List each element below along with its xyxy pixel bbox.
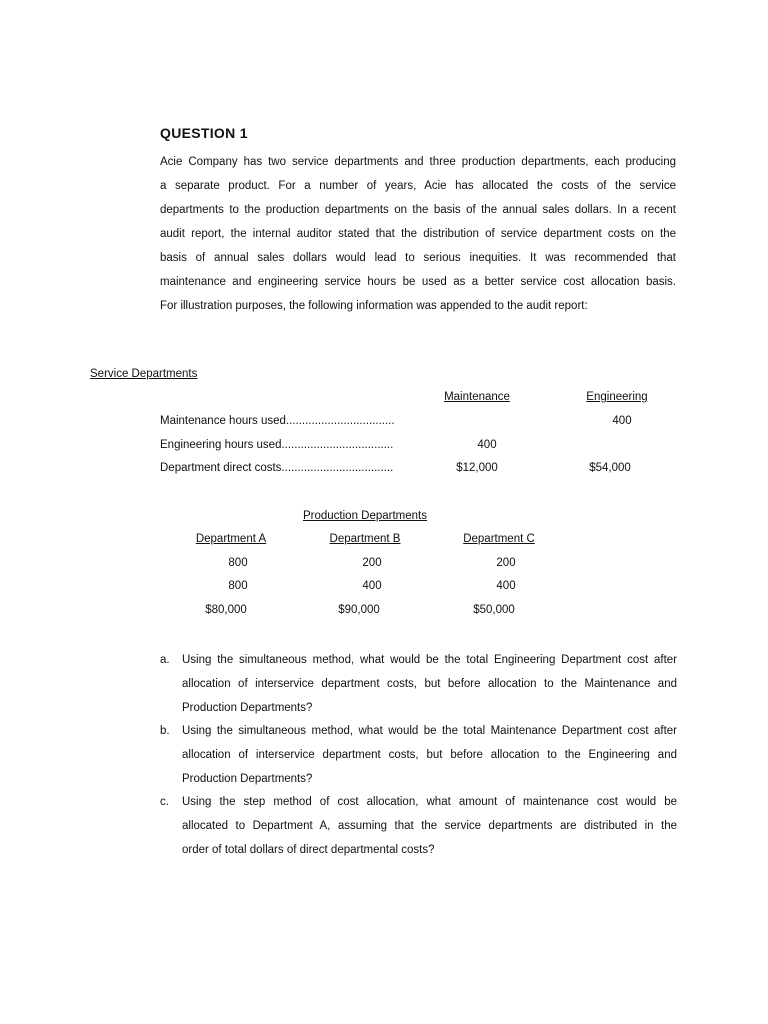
question-line: order of total dollars of direct departmental costs? [182,844,435,856]
department-c-value: $50,000 [473,604,515,616]
department-b-value: 400 [362,580,382,592]
department-c-value: 400 [496,580,516,592]
service-row-label: Engineering hours used................................... [160,439,394,451]
question-line: Using the simultaneous method, what would be the total Engineering Department cost after [182,654,677,666]
service-departments-heading: Service Departments [90,368,198,380]
department-a-value: 800 [228,557,248,569]
department-a-value: 800 [228,580,248,592]
question-line: Using the step method of cost allocation, what amount of maintenance cost would be [182,796,677,808]
question-line: Using the simultaneous method, what would be the total Maintenance Department cost after [182,725,677,737]
intro-line: departments to the production departments on the basis of the annual sales dollars. In a recent [160,204,676,216]
service-row-maintenance-value: $12,000 [456,462,498,474]
department-b-value: $90,000 [338,604,380,616]
question-label: c. [160,796,169,808]
question-line: allocation of interservice department costs, but before allocation to the Maintenance and [182,678,677,690]
intro-line: maintenance and engineering service hours be used as a better service cost allocation basis. [160,276,676,288]
department-a-header: Department A [195,533,267,545]
intro-line: basis of annual sales dollars would lead to serious inequities. It was recommended that [160,252,676,264]
question-line: allocation of interservice department costs, but before allocation to the Engineering and [182,749,677,761]
maintenance-column-header: Maintenance [444,391,510,403]
department-c-value: 200 [496,557,516,569]
intro-line: audit report, the internal auditor stated that the distribution of service department costs on the [160,228,676,240]
question-label: b. [160,725,170,737]
intro-paragraph [160,150,676,318]
service-row-maintenance-value: 400 [477,439,497,451]
engineering-column-header: Engineering [586,391,648,403]
service-row-engineering-value: $54,000 [589,462,631,474]
intro-line: Acie Company has two service departments and three production departments, each producing [160,156,676,168]
question-line: Production Departments? [182,702,313,714]
intro-line: a separate product. For a number of years, Acie has allocated the costs of the service [160,180,676,192]
department-b-value: 200 [362,557,382,569]
service-row-label: Maintenance hours used.................................. [160,415,395,427]
production-departments-heading: Production Departments [302,510,428,522]
department-a-value: $80,000 [205,604,247,616]
service-row-label: Department direct costs................................... [160,462,394,474]
question-label: a. [160,654,170,666]
question-line: allocated to Department A, assuming that the service departments are distributed in the [182,820,677,832]
department-b-header: Department B [329,533,401,545]
intro-line: For illustration purposes, the following information was appended to the audit report: [160,300,588,312]
question-line: Production Departments? [182,773,313,785]
question-title: QUESTION 1 [160,125,248,141]
department-c-header: Department C [463,533,535,545]
service-row-engineering-value: 400 [612,415,632,427]
